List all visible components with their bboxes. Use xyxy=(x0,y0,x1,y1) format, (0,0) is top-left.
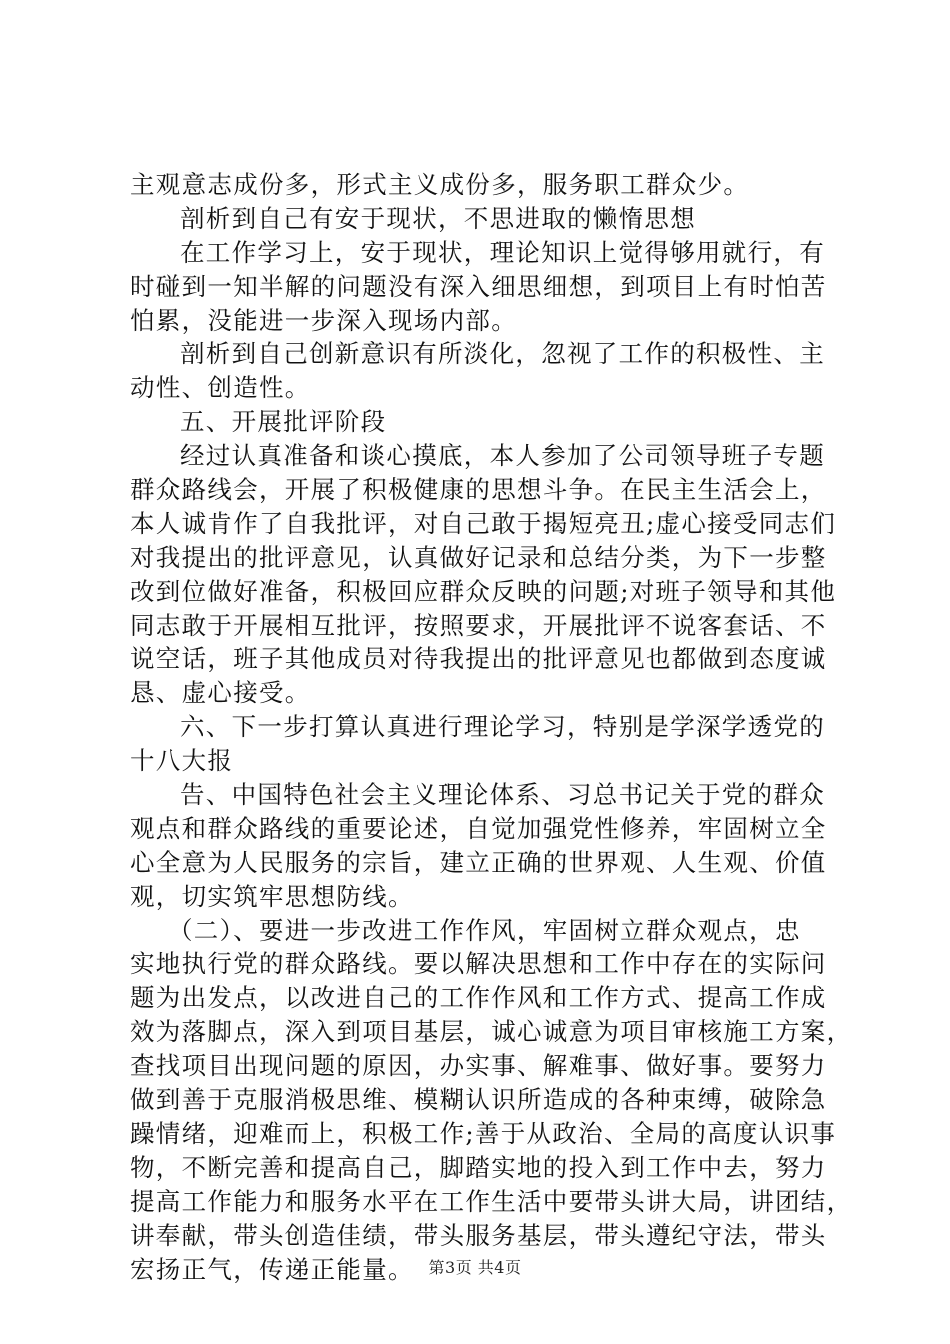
text-line: 剖析到自己创新意识有所淡化，忽视了工作的积极性、主 xyxy=(180,339,825,369)
text-line: 十八大报 xyxy=(130,746,234,776)
text-line: 经过认真准备和谈心摸底，本人参加了公司领导班子专题 xyxy=(180,441,825,471)
text-line: 观，切实筑牢思想防线。 xyxy=(130,881,414,911)
section-heading: （二）、要进一步改进工作作风，牢固树立群众观点，忠 xyxy=(168,915,801,945)
text-line: 在工作学习上，安于现状，理论知识上觉得够用就行，有 xyxy=(180,237,825,267)
text-line: 同志敢于开展相互批评，按照要求，开展批评不说客套话、不 xyxy=(130,610,827,640)
text-line: 提高工作能力和服务水平在工作生活中要带头讲大局，讲团结， xyxy=(130,1186,853,1216)
text-line: 观点和群众路线的重要论述，自觉加强党性修养，牢固树立全 xyxy=(130,813,827,843)
text-line: 怕累，没能进一步深入现场内部。 xyxy=(130,305,517,335)
text-line: 恳、虚心接受。 xyxy=(130,678,311,708)
text-line: 告、中国特色社会主义理论体系、习总书记关于党的群众 xyxy=(180,780,825,810)
text-line: 查找项目出现问题的原因，办实事、解难事、做好事。要努力 xyxy=(130,1051,827,1081)
text-line: 躁情绪，迎难而上，积极工作;善于从政治、全局的高度认识事 xyxy=(130,1118,837,1148)
text-line: 宏扬正气，传递正能量。 xyxy=(130,1254,414,1284)
document-body xyxy=(130,168,853,1286)
text-line: 题为出发点，以改进自己的工作作风和工作方式、提高工作成 xyxy=(130,983,827,1013)
text-line: 主观意志成份多，形式主义成份多，服务职工群众少。 xyxy=(130,170,750,199)
text-line: 群众路线会，开展了积极健康的思想斗争。在民主生活会上， xyxy=(130,475,827,505)
text-line: 动性、创造性。 xyxy=(130,373,311,403)
text-line: 实地执行党的群众路线。要以解决思想和工作中存在的实际问 xyxy=(130,949,827,979)
text-line: 效为落脚点，深入到项目基层，诚心诚意为项目审核施工方案， xyxy=(130,1017,853,1047)
text-line: 讲奉献，带头创造佳绩，带头服务基层，带头遵纪守法，带头 xyxy=(130,1220,827,1250)
text-line: 时碰到一知半解的问题没有深入细思细想，到项目上有时怕苦 xyxy=(130,271,827,301)
text-line: 本人诚肯作了自我批评，对自己敢于揭短亮丑;虚心接受同志们 xyxy=(130,508,837,538)
text-line: 心全意为人民服务的宗旨，建立正确的世界观、人生观、价值 xyxy=(130,847,827,877)
section-heading: 五、开展批评阶段 xyxy=(180,407,387,437)
text-line: 物，不断完善和提高自己，脚踏实地的投入到工作中去，努力 xyxy=(130,1152,827,1182)
section-heading: 六、下一步打算认真进行理论学习，特别是学深学透党的 xyxy=(180,712,825,742)
text-line: 做到善于克服消极思维、模糊认识所造成的各种束缚，破除急 xyxy=(130,1085,827,1115)
text-line: 说空话，班子其他成员对待我提出的批评意见也都做到态度诚 xyxy=(130,644,827,674)
page-number-footer: 第3页 共4页 xyxy=(428,1258,522,1277)
text-line: 剖析到自己有安于现状，不思进取的懒惰思想 xyxy=(180,203,696,233)
text-line: 对我提出的批评意见，认真做好记录和总结分类，为下一步整 xyxy=(130,542,827,572)
text-line: 改到位做好准备，积极回应群众反映的问题;对班子领导和其他 xyxy=(130,576,837,606)
